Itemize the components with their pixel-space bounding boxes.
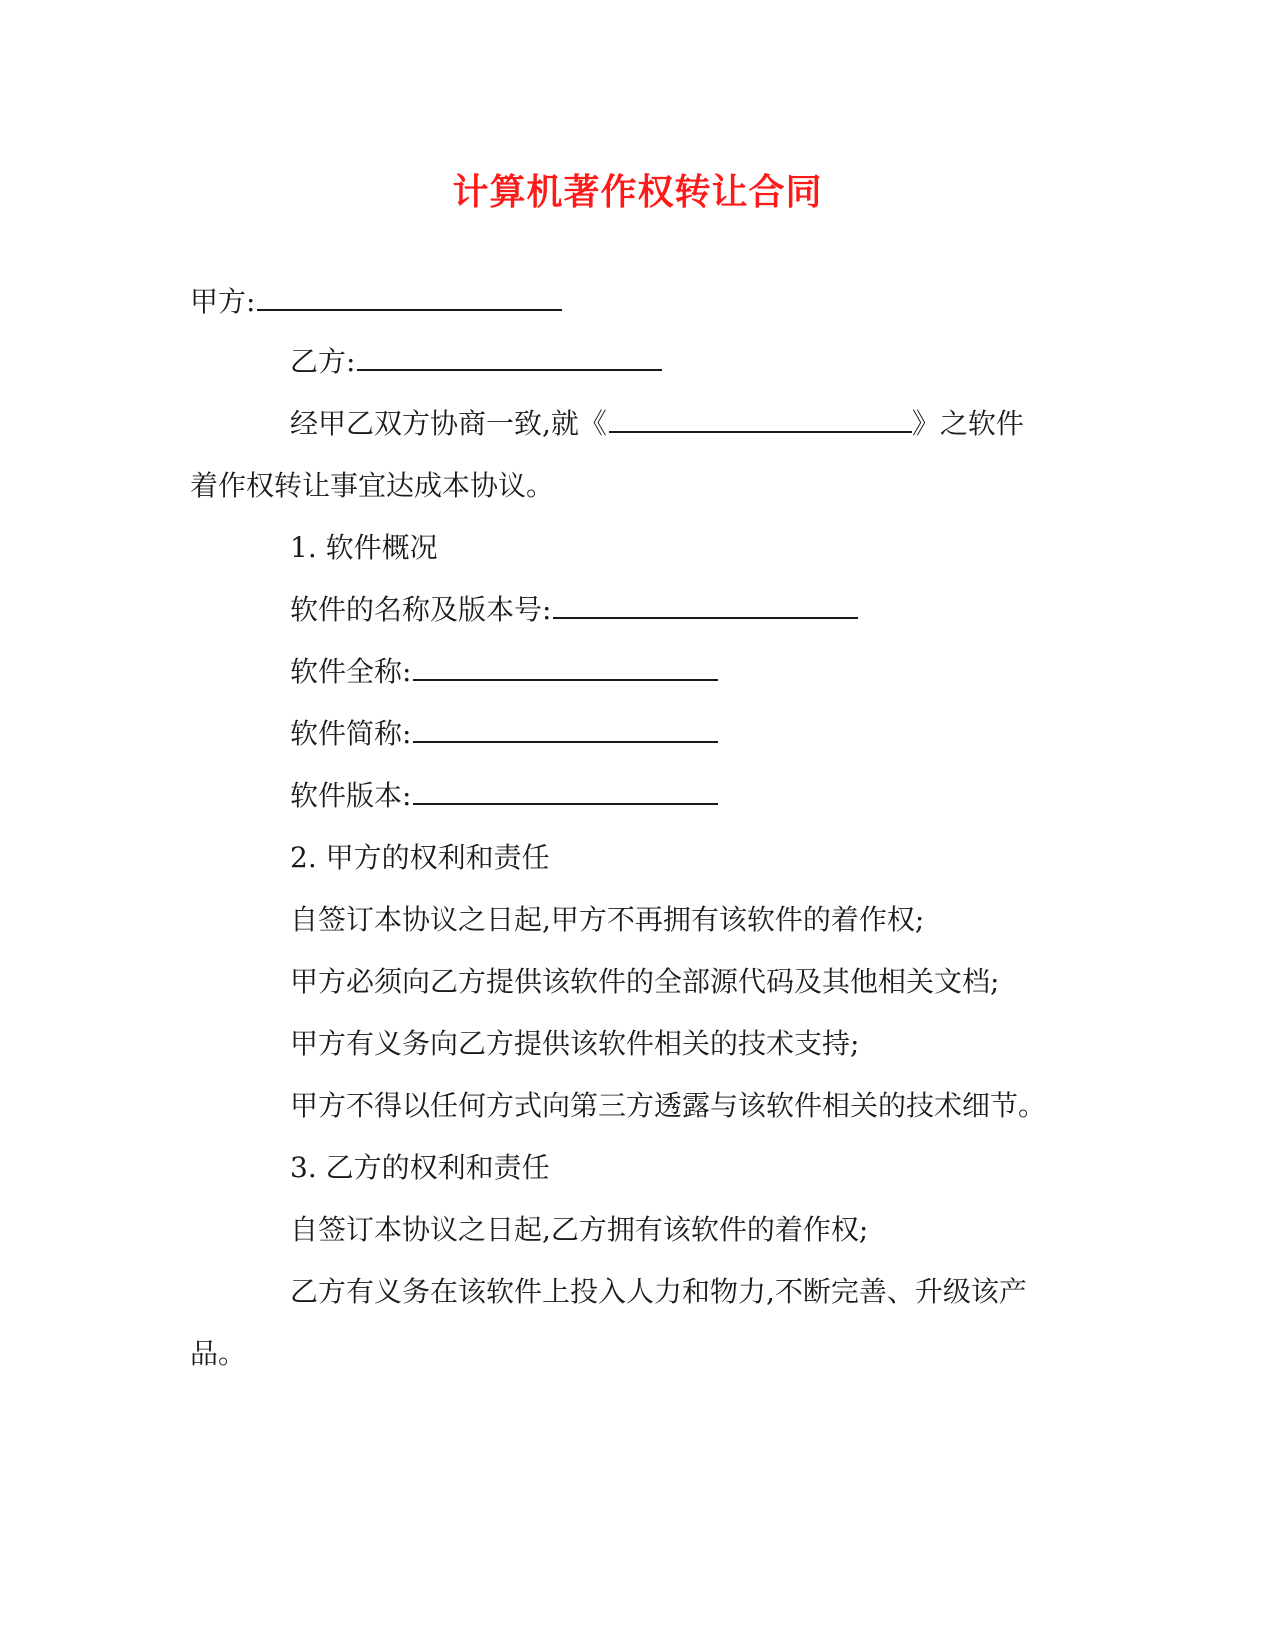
party-b-label: 乙方: (290, 345, 356, 378)
software-short-name-blank (413, 715, 718, 743)
software-version-label: 软件版本: (290, 779, 412, 812)
software-short-name-label: 软件简称: (290, 717, 412, 750)
section-3-item: 乙方有义务在该软件上投入人力和物力,不断完善、升级该产 (290, 1275, 1027, 1308)
software-version-line (290, 776, 718, 816)
section-1-heading: 1. 软件概况 (290, 531, 438, 564)
section-2-item: 甲方必须向乙方提供该软件的全部源代码及其他相关文档; (290, 965, 1000, 998)
section-2-item: 自签订本协议之日起,甲方不再拥有该软件的着作权; (290, 903, 925, 936)
software-title-blank (609, 405, 912, 433)
section-2-item: 甲方有义务向乙方提供该软件相关的技术支持; (290, 1027, 860, 1060)
document-title: 计算机著作权转让合同 (452, 171, 823, 213)
software-name-version-blank (553, 591, 858, 619)
intro-before-text: 经甲乙双方协商一致,就《 (290, 407, 607, 440)
intro-line-2: 着作权转让事宜达成本协议。 (190, 469, 555, 502)
party-b-blank (357, 343, 662, 371)
party-a-blank (257, 283, 562, 311)
section-2-item: 甲方不得以任何方式向第三方透露与该软件相关的技术细节。 (290, 1089, 1047, 1122)
software-full-name-blank (413, 653, 718, 681)
software-name-version-label: 软件的名称及版本号: (290, 593, 552, 626)
intro-line-1 (290, 404, 1024, 444)
section-2-heading: 2. 甲方的权利和责任 (290, 841, 550, 874)
party-b-line (290, 342, 662, 382)
section-3-heading: 3. 乙方的权利和责任 (290, 1151, 550, 1184)
party-a-label: 甲方: (190, 285, 256, 318)
software-full-name-line (290, 652, 718, 692)
section-3-item: 品。 (190, 1337, 247, 1370)
section-3-item: 自签订本协议之日起,乙方拥有该软件的着作权; (290, 1213, 869, 1246)
software-full-name-label: 软件全称: (290, 655, 412, 688)
software-name-version-line (290, 590, 858, 630)
software-version-blank (413, 777, 718, 805)
party-a-line (190, 282, 562, 322)
software-short-name-line (290, 714, 718, 754)
intro-after-text: 》之软件 (911, 407, 1024, 440)
